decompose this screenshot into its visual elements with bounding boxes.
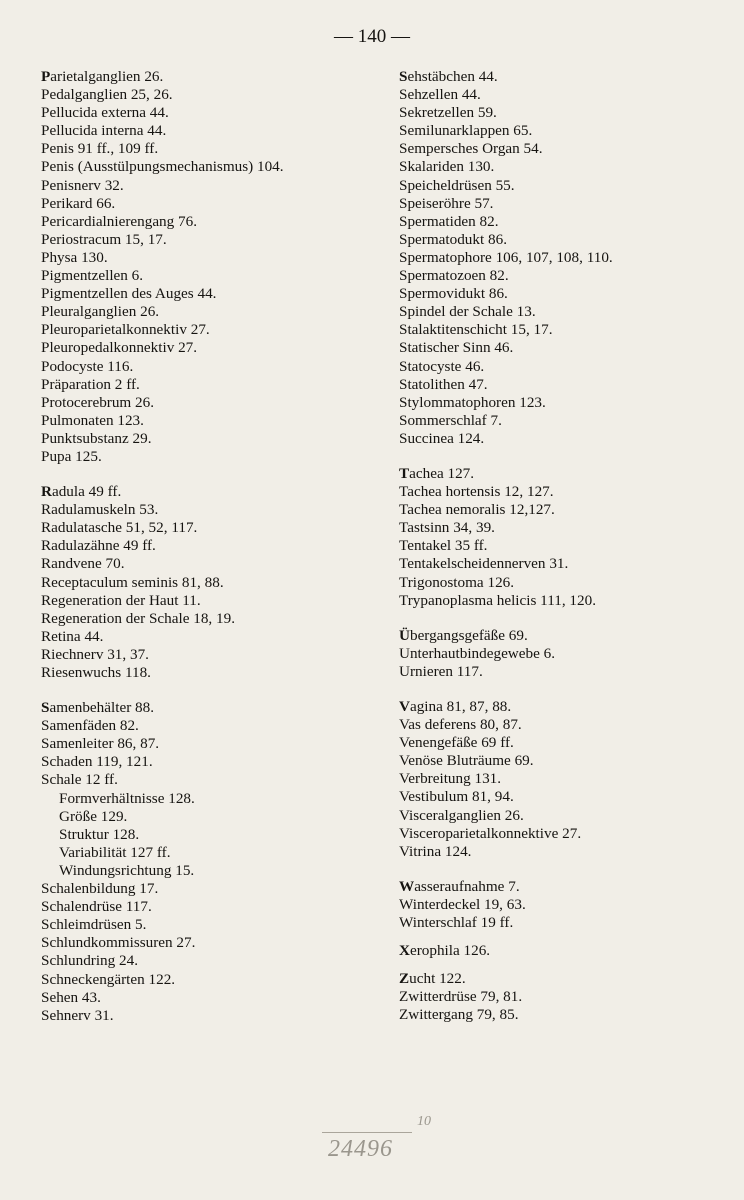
stamp-number: 24496 (328, 1136, 393, 1162)
index-entry: Pigmentzellen 6. (41, 267, 144, 285)
index-entry: Schleimdrüsen 5. (41, 916, 147, 934)
index-entry: Tentakelscheidennerven 31. (399, 555, 569, 573)
section-initial: S (41, 699, 50, 717)
index-entry: Perikard 66. (41, 194, 116, 212)
index-entry: Statolithen 47. (399, 375, 488, 393)
index-entry: Tachea 127. (399, 464, 475, 482)
index-entry: Sehnerv 31. (41, 1006, 114, 1024)
index-group-s (399, 68, 729, 448)
index-entry: Radula 49 ff. (41, 483, 122, 501)
index-entry: Tachea hortensis 12, 127. (399, 483, 554, 501)
index-entry: Schaden 119, 121. (41, 753, 153, 771)
index-entry: Venöse Bluträume 69. (399, 752, 534, 770)
index-entry: Visceralganglien 26. (399, 806, 524, 824)
page-number: — 140 — (334, 26, 410, 47)
library-stamp (322, 1114, 431, 1168)
index-entry: Pleuropedalkonnektiv 27. (41, 339, 198, 357)
index-entry: Pleuroparietalkonnektiv 27. (41, 321, 210, 339)
index-entry: Präparation 2 ff. (41, 375, 140, 393)
index-entry: Pigmentzellen des Auges 44. (41, 285, 217, 303)
index-entry: Sekretzellen 59. (399, 104, 497, 122)
index-column-left (41, 68, 381, 1025)
index-entry: Spermovidukt 86. (399, 285, 508, 303)
index-entry: Winterdeckel 19, 63. (399, 895, 526, 913)
index-entry: Pericardialnierengang 76. (41, 212, 198, 230)
index-entry: Zwittergang 79, 85. (399, 1006, 519, 1024)
index-entry: Übergangsgefäße 69. (399, 626, 528, 644)
index-entry: Samenleiter 86, 87. (41, 735, 160, 753)
index-entry: Spindel der Schale 13. (399, 303, 536, 321)
index-entry: Radulazähne 49 ff. (41, 537, 156, 555)
index-entry: Tentakel 35 ff. (399, 537, 488, 555)
index-entry: Sehen 43. (41, 988, 101, 1006)
section-initial: Z (399, 970, 410, 988)
index-entry: Pulmonaten 123. (41, 411, 144, 429)
index-subentry: Struktur 128. (59, 825, 140, 843)
index-group-p (41, 68, 381, 466)
index-entry: Spermatodukt 86. (399, 230, 507, 248)
index-entry: Riechnerv 31, 37. (41, 645, 149, 663)
index-entry: Podocyste 116. (41, 357, 134, 375)
section-initial: Ü (399, 626, 410, 644)
index-subentry: Variabilität 127 ff. (59, 843, 171, 861)
index-entry: Skalariden 130. (399, 158, 495, 176)
index-group-u (399, 627, 729, 681)
index-group-x (399, 942, 729, 960)
index-entry: Schneckengärten 122. (41, 970, 176, 988)
index-subentry: Formverhältnisse 128. (59, 789, 195, 807)
index-entry: Vagina 81, 87, 88. (399, 698, 512, 715)
index-group-v (399, 698, 729, 861)
index-entry: Riesenwuchs 118. (41, 664, 151, 681)
index-entry: Speiseröhre 57. (399, 194, 494, 212)
index-entry: Urnieren 117. (399, 662, 483, 680)
index-entry: Physa 130. (41, 248, 108, 266)
section-initial: S (399, 68, 408, 85)
stamp-superscript: 10 (417, 1114, 431, 1129)
index-entry: Sempersches Organ 54. (399, 140, 543, 158)
section-initial: W (399, 877, 415, 895)
index-entry: Pedalganglien 25, 26. (41, 86, 173, 104)
index-group-w (399, 878, 729, 932)
section-initial: R (41, 483, 52, 501)
index-entry: Parietalganglien 26. (41, 68, 164, 85)
section-initial: X (399, 942, 410, 960)
index-entry: Tachea nemoralis 12,127. (399, 501, 555, 519)
index-entry: Regeneration der Schale 18, 19. (41, 609, 235, 627)
index-entry: Randvene 70. (41, 555, 125, 573)
index-entry: Penisnerv 32. (41, 176, 124, 194)
section-initial: V (399, 698, 410, 715)
index-entry: Sehstäbchen 44. (399, 68, 498, 85)
index-entry: Trigonostoma 126. (399, 573, 515, 591)
index-subentry: Größe 129. (59, 807, 128, 825)
index-entry: Regeneration der Haut 11. (41, 591, 201, 609)
index-entry: Sehzellen 44. (399, 86, 481, 104)
index-entry: Spermatophore 106, 107, 108, 110. (399, 248, 613, 266)
index-entry: Radulatasche 51, 52, 117. (41, 519, 198, 537)
index-entry: Vestibulum 81, 94. (399, 788, 514, 806)
index-entry: Pellucida interna 44. (41, 122, 167, 140)
index-entry: Statischer Sinn 46. (399, 339, 514, 357)
index-group-s (41, 699, 381, 1025)
index-entry: Samenfäden 82. (41, 717, 139, 735)
index-group-t (399, 465, 729, 610)
index-column-right (399, 68, 729, 1025)
index-entry: Visceroparietalkonnektive 27. (399, 824, 582, 842)
index-entry: Radulamuskeln 53. (41, 501, 159, 519)
index-entry: Pellucida externa 44. (41, 104, 169, 122)
section-initial: T (399, 464, 410, 482)
index-entry: Stalaktitenschicht 15, 17. (399, 321, 553, 339)
index-entry: Protocerebrum 26. (41, 393, 155, 411)
index-entry: Schlundring 24. (41, 952, 139, 970)
index-group-r (41, 483, 381, 682)
index-entry: Penis (Ausstülpungsmechanismus) 104. (41, 158, 284, 176)
index-entry: Schlundkommissuren 27. (41, 934, 196, 952)
index-entry: Schalenbildung 17. (41, 880, 159, 898)
index-entry: Penis 91 ff., 109 ff. (41, 140, 159, 158)
index-entry: Succinea 124. (399, 429, 485, 447)
section-initial: P (41, 68, 51, 85)
index-entry: Zucht 122. (399, 970, 466, 988)
index-entry: Vitrina 124. (399, 842, 472, 860)
index-entry: Tastsinn 34, 39. (399, 519, 495, 537)
index-entry: Receptaculum seminis 81, 88. (41, 573, 224, 591)
index-entry: Schale 12 ff. (41, 771, 118, 789)
index-entry: Wasseraufnahme 7. (399, 877, 520, 895)
index-entry: Verbreitung 131. (399, 770, 502, 788)
index-entry: Zwitterdrüse 79, 81. (399, 988, 523, 1006)
index-entry: Periostracum 15, 17. (41, 230, 167, 248)
index-entry: Statocyste 46. (399, 357, 485, 375)
index-entry: Venengefäße 69 ff. (399, 734, 514, 752)
index-entry: Sommerschlaf 7. (399, 411, 502, 429)
index-entry: Spermatozoen 82. (399, 267, 509, 285)
index-entry: Stylommatophoren 123. (399, 393, 546, 411)
index-entry: Spermatiden 82. (399, 212, 499, 230)
index-entry: Winterschlaf 19 ff. (399, 914, 514, 932)
index-entry: Trypanoplasma helicis 111, 120. (399, 591, 596, 609)
stamp-rule (322, 1132, 412, 1133)
index-entry: Unterhautbindegewebe 6. (399, 644, 556, 662)
index-entry: Punktsubstanz 29. (41, 429, 152, 447)
index-entry: Samenbehälter 88. (41, 699, 155, 717)
index-entry: Vas deferens 80, 87. (399, 716, 522, 734)
index-entry: Pleuralganglien 26. (41, 303, 160, 321)
index-entry: Pupa 125. (41, 447, 102, 465)
index-entry: Xerophila 126. (399, 942, 491, 960)
index-subentry: Windungsrichtung 15. (59, 861, 195, 879)
index-entry: Retina 44. (41, 627, 104, 645)
index-group-z (399, 970, 729, 1024)
index-entry: Schalendrüse 117. (41, 898, 152, 916)
index-entry: Speicheldrüsen 55. (399, 176, 515, 194)
index-entry: Semilunarklappen 65. (399, 122, 533, 140)
